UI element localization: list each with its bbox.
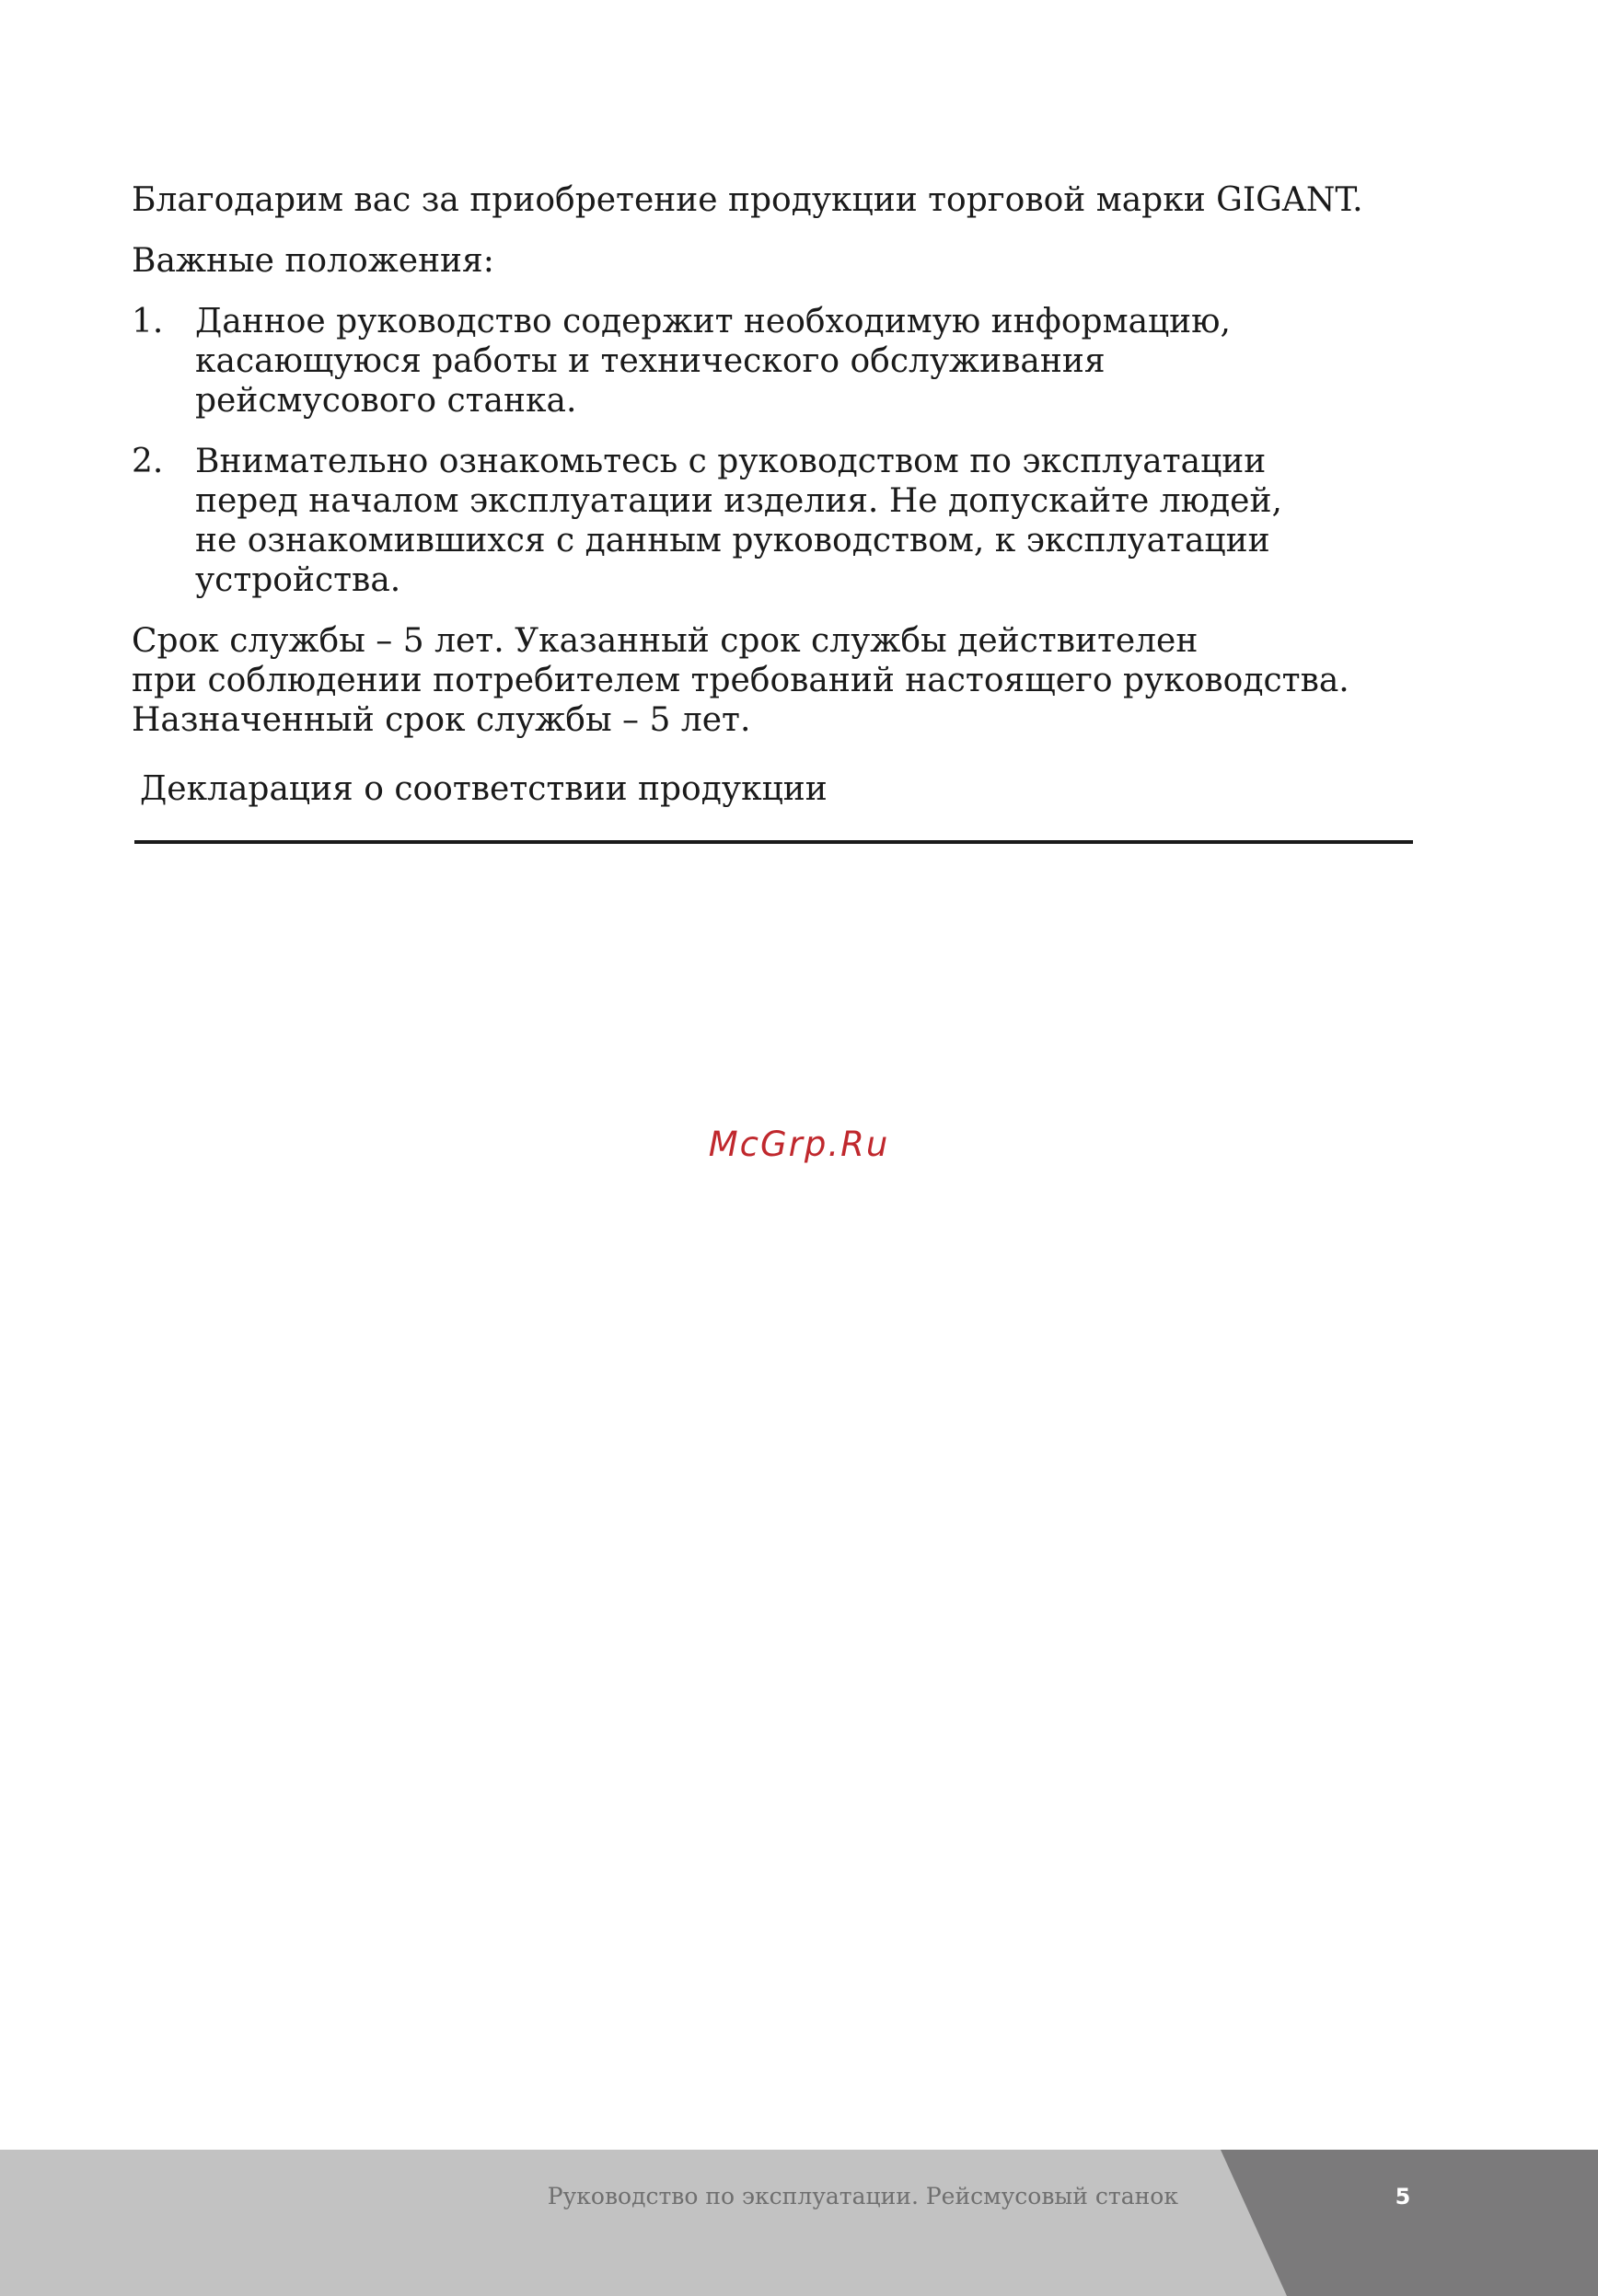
service-life-line: Срок службы – 5 лет. Указанный срок службы действителен <box>132 622 1198 660</box>
footer-document-title: Руководство по эксплуатации. Рейсмусовый станок <box>547 2183 1178 2209</box>
list-item-line: не ознакомившихся с данным руководством, к эксплуатации <box>195 522 1270 560</box>
list-item-line: перед началом эксплуатации изделия. Не допускайте людей, <box>195 482 1282 520</box>
page-content <box>132 180 1439 761</box>
service-life-text <box>132 621 1439 740</box>
page-number: 5 <box>1395 2184 1411 2209</box>
list-item-number: 1. <box>132 303 164 340</box>
watermark: McGrp.Ru <box>708 1125 890 1164</box>
list-item-text <box>195 302 1439 421</box>
list-item-text <box>195 442 1439 600</box>
list-item-line: касающуюся работы и технического обслуживания <box>195 342 1106 380</box>
list-item-line: устройства. <box>195 561 401 599</box>
list-item-line: Данное руководство содержит необходимую информацию, <box>195 303 1231 340</box>
footer-dark-panel <box>0 2150 1598 2296</box>
footer-dark-shape <box>1221 2150 1598 2296</box>
important-heading: Важные положения: <box>132 242 494 280</box>
declaration-underline <box>134 840 1413 844</box>
intro-text: Благодарим вас за приобретение продукции торговой марки GIGANT. <box>132 181 1363 219</box>
service-life-line: Назначенный срок службы – 5 лет. <box>132 701 751 739</box>
important-list <box>132 302 1439 600</box>
list-item-line: Внимательно ознакомьтесь с руководством по эксплуатации <box>195 443 1267 480</box>
list-item <box>132 302 1439 421</box>
list-item-line: рейсмусового станка. <box>195 382 577 420</box>
service-life-line: при соблюдении потребителем требований настоящего руководства. <box>132 662 1349 699</box>
list-item <box>132 442 1439 600</box>
declaration-label: Декларация о соответствии продукции <box>140 770 828 808</box>
page-footer <box>0 2150 1598 2296</box>
list-item-number: 2. <box>132 443 164 480</box>
